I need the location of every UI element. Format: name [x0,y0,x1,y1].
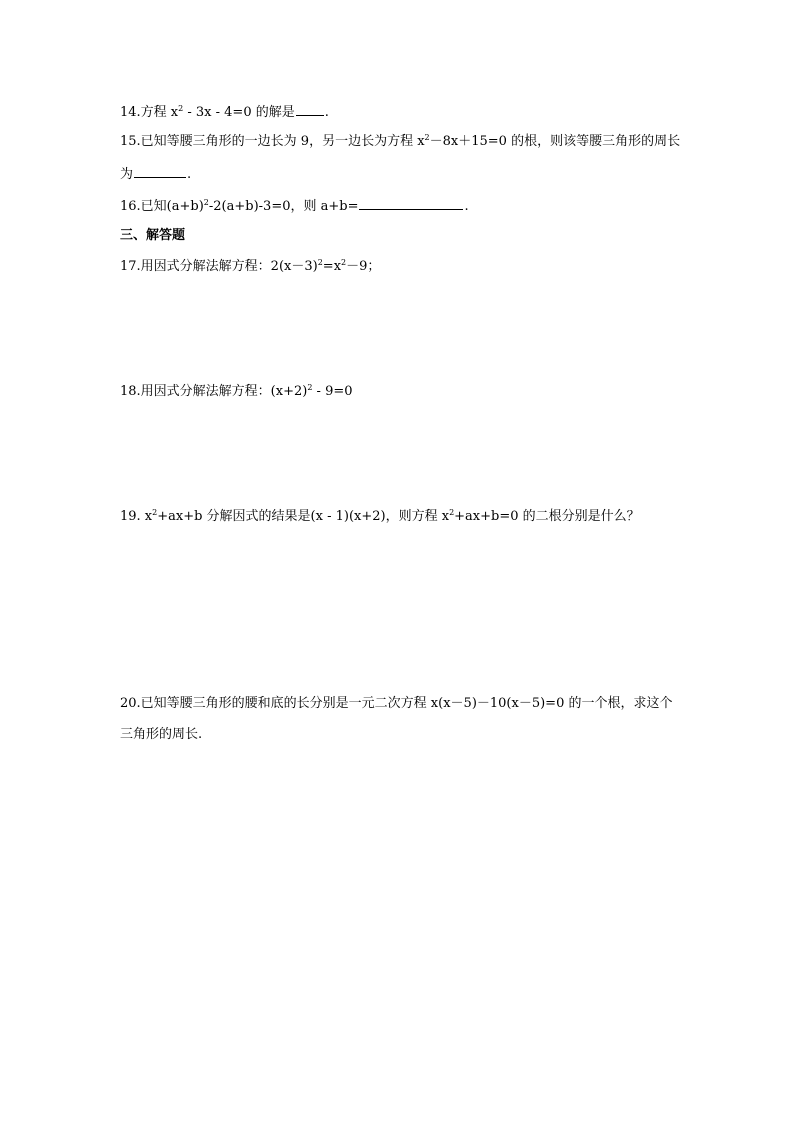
q18-prefix: 18.用因式分解法解方程：(x+2) [120,384,308,399]
q16-prefix: 16.已知(a+b) [120,199,204,214]
q14-suffix: . [324,105,329,120]
q15-line2-prefix: 为 [120,167,134,182]
q17-exponent-1: 2 [317,258,323,267]
q19-prefix: 19. x [120,509,153,524]
q19-mid: +ax+b 分解因式的结果是(x - 1)(x+2)，则方程 x [157,509,450,524]
q16-suffix: . [464,199,469,214]
q17-exponent-2: 2 [341,258,347,267]
question-15-line-2 [120,164,191,184]
q15-line1-prefix: 15.已知等腰三角形的一边长为 9，另一边长为方程 x [120,134,425,149]
question-17 [120,258,380,276]
q14-answer-blank[interactable] [296,102,324,116]
q19-exponent-2: 2 [449,508,455,517]
q17-prefix: 17.用因式分解法解方程：2(x－3) [120,259,318,274]
question-19 [120,508,640,526]
question-18 [120,383,353,401]
q17-suffix: －9； [346,259,381,274]
q17-mid: =x [322,259,342,274]
q14-mid: - 3x - 4=0 的解是 [183,105,295,120]
q19-suffix: +ax+b=0 的二根分别是什么？ [454,509,640,524]
q18-suffix: - 9=0 [312,384,353,399]
q14-prefix: 14.方程 x [120,105,179,120]
q16-mid: -2(a+b)-3=0，则 a+b= [208,199,359,214]
q15-line2-suffix: . [187,167,192,182]
question-15-line-1 [120,133,680,151]
question-14 [120,102,329,122]
question-20-line-2: 三角形的周长. [120,727,203,742]
q19-exponent-1: 2 [152,508,158,517]
q16-exponent: 2 [203,198,209,207]
q15-line1-suffix: －8x＋15=0 的根，则该等腰三角形的周长 [429,134,681,149]
q15-answer-blank[interactable] [134,164,186,178]
section-heading: 三、解答题 [120,228,186,243]
question-16 [120,196,469,216]
q18-exponent: 2 [307,383,313,392]
q14-exponent: 2 [178,104,184,113]
q15-exponent: 2 [424,133,430,142]
q16-answer-blank[interactable] [359,196,463,210]
question-20-line-1: 20.已知等腰三角形的腰和底的长分别是一元二次方程 x(x－5)－10(x－5)=0 的一个根，求这个 [120,696,673,711]
